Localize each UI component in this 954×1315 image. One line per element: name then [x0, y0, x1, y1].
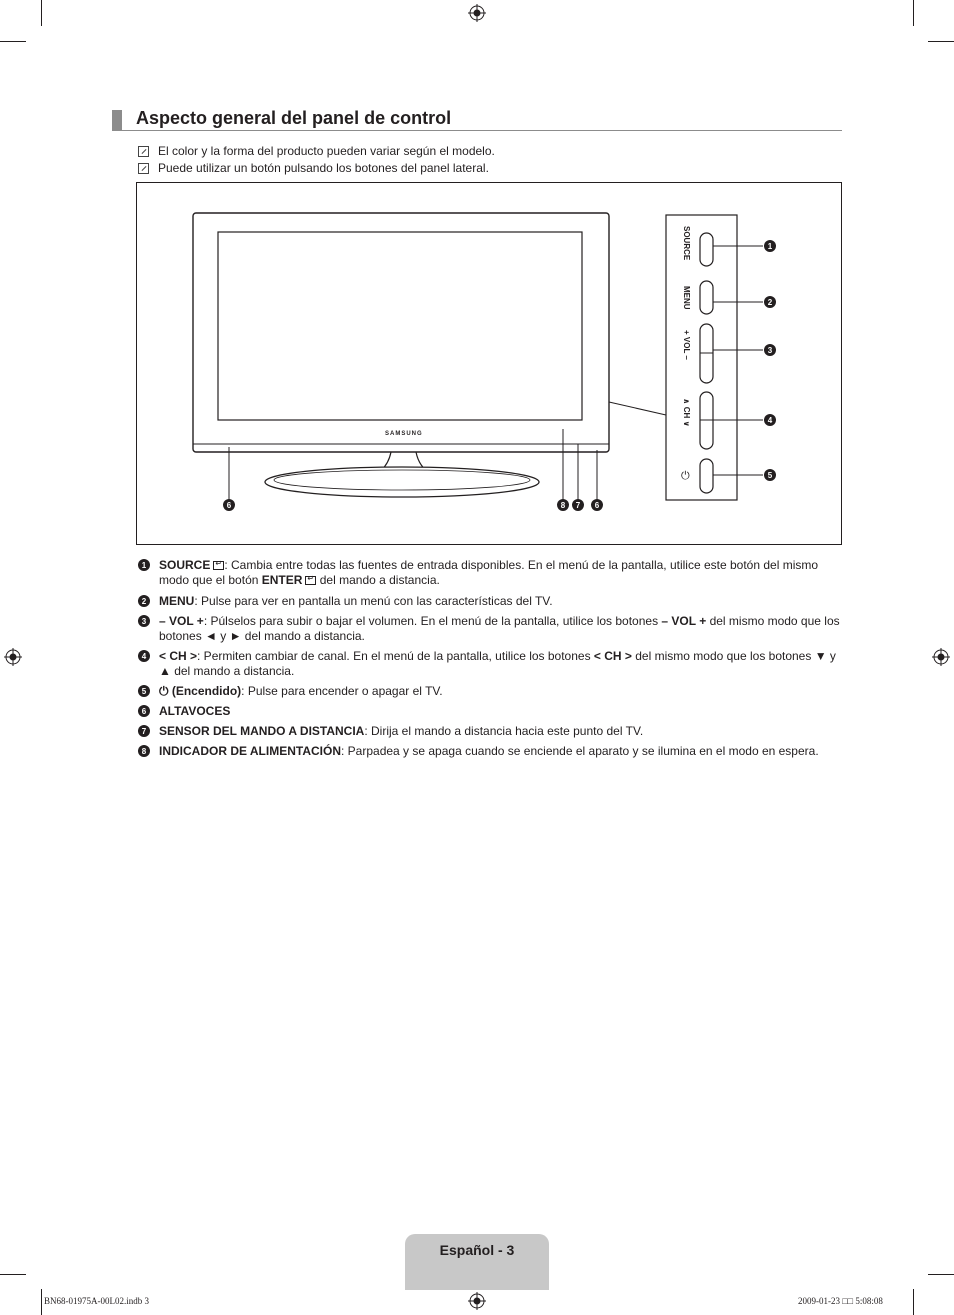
page-title: Aspecto general del panel de control [136, 108, 452, 128]
note-icon [138, 146, 149, 157]
callout-number: 5 [764, 469, 776, 481]
list-item [138, 724, 848, 739]
crop-mark [0, 41, 26, 42]
callout-number: 6 [591, 499, 603, 511]
panel-label-vol: + VOL – [682, 330, 691, 360]
item-number: 8 [138, 745, 150, 757]
tv-screen [218, 232, 582, 420]
note-item [138, 161, 489, 175]
enter-icon [305, 576, 316, 585]
item-number: 4 [138, 650, 150, 662]
list-item [138, 594, 848, 609]
tv-brand-logo: SAMSUNG [385, 431, 423, 437]
item-number: 5 [138, 685, 150, 697]
list-item [138, 649, 848, 679]
crop-mark [928, 1274, 954, 1275]
tv-stand [265, 467, 539, 497]
note-text: Puede utilizar un botón pulsando los botones del panel lateral. [158, 161, 489, 175]
item-text: : Dirija el mando a distancia hacia este punto del TV. [364, 724, 644, 738]
item-text: : Permiten cambiar de canal. En el menú de la pantalla, utilice los botones [197, 649, 594, 663]
crop-mark [0, 1274, 26, 1275]
item-text: : Parpadea y se apaga cuando se enciende el aparato y se ilumina en el modo en espera. [341, 744, 819, 758]
power-button-shape [700, 459, 713, 493]
registration-mark-icon [4, 648, 22, 666]
callout-number: 6 [223, 499, 235, 511]
slug-timestamp: 2009-01-23 □□ 5:08:08 [798, 1296, 883, 1306]
crop-mark [41, 1289, 42, 1315]
crop-mark [913, 0, 914, 26]
list-item [138, 558, 848, 588]
item-label: < CH > [159, 649, 198, 663]
panel-label-power: ⏻ [681, 470, 690, 482]
callout-number: 7 [572, 499, 584, 511]
panel-label-source: SOURCE [682, 226, 691, 261]
callout-number: 2 [764, 296, 776, 308]
note-text: El color y la forma del producto pueden variar según el modelo. [158, 144, 495, 158]
crop-mark [928, 41, 954, 42]
item-text-secondary: del mando a distancia. [316, 573, 440, 587]
item-label-secondary: ENTER [261, 573, 303, 587]
tv-diagram [136, 182, 842, 545]
item-text: : Pulse para ver en pantalla un menú con las características del TV. [194, 594, 553, 608]
item-label: INDICADOR DE ALIMENTACIÓN [159, 744, 341, 758]
list-item [138, 684, 848, 699]
item-label: ⏻ (Encendido) [159, 684, 242, 698]
item-text-secondary: del mismo modo que los botones ◄ y ► del mando a distancia. [159, 614, 840, 643]
registration-mark-icon [468, 1292, 486, 1310]
slug-filename: BN68-01975A-00L02.indb 3 [44, 1296, 149, 1306]
item-label-secondary: < CH > [593, 649, 632, 663]
menu-button-shape [700, 281, 713, 314]
crop-mark [913, 1289, 914, 1315]
item-label: SOURCE [159, 558, 211, 572]
item-text: : Cambia entre todas las fuentes de entrada disponibles. En el menú de la pantalla, utilice este botón del mismo modo que el botón [159, 558, 819, 587]
list-item [138, 614, 848, 644]
registration-mark-icon [932, 648, 950, 666]
item-number: 6 [138, 705, 150, 717]
callout-number: 1 [764, 240, 776, 252]
item-number: 3 [138, 615, 150, 627]
item-number: 2 [138, 595, 150, 607]
list-item [138, 704, 848, 719]
callout-number: 4 [764, 414, 776, 426]
item-label: ALTAVOCES [159, 704, 231, 718]
list-item [138, 744, 848, 759]
note-item [138, 144, 495, 158]
source-button-shape [700, 233, 713, 266]
item-label: SENSOR DEL MANDO A DISTANCIA [159, 724, 365, 738]
callout-number: 8 [557, 499, 569, 511]
item-label-secondary: – VOL + [661, 614, 707, 628]
item-text: : Púlselos para subir o bajar el volumen. En el menú de la pantalla, utilice los botones [203, 614, 662, 628]
tv-panel-leader [609, 402, 666, 415]
item-text: : Pulse para encender o apagar el TV. [241, 684, 443, 698]
page-number: Español - 3 [439, 1242, 515, 1258]
item-number: 7 [138, 725, 150, 737]
item-label: – VOL + [159, 614, 204, 628]
note-icon [138, 163, 149, 174]
item-number: 1 [138, 559, 150, 571]
heading-marker [112, 110, 122, 131]
enter-icon [213, 561, 224, 570]
panel-label-menu: MENU [682, 286, 691, 310]
item-text-secondary: del mismo modo que los botones ▼ y ▲ del mando a distancia. [159, 649, 836, 678]
heading-rule [112, 130, 842, 131]
registration-mark-icon [468, 4, 486, 22]
crop-mark [41, 0, 42, 26]
panel-label-ch: ∧ CH ∨ [682, 398, 691, 427]
item-label: MENU [159, 594, 195, 608]
callout-number: 3 [764, 344, 776, 356]
